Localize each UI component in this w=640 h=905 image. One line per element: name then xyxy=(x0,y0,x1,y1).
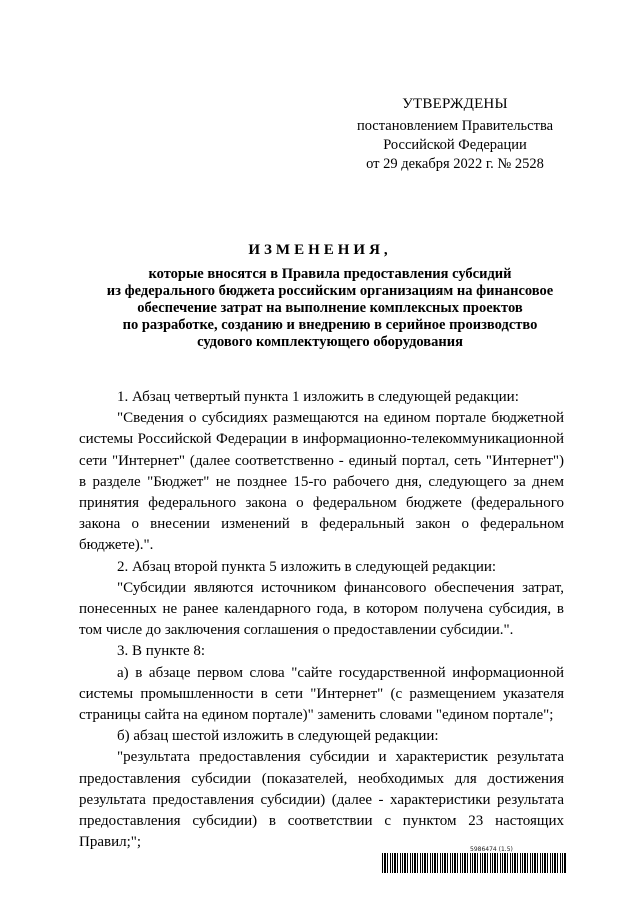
paragraph: "результата предоставления субсидии и характеристик результата предоставления субсидии (показателей, необходимых для достижения результата предоставления субсидии) (далее - характеристики результата предоставления субсидии) в соответствии с пунктом 23 настоящих Правил;"; xyxy=(79,749,564,851)
subtitle-line: по разработке, созданию и внедрению в серийное производство xyxy=(122,317,538,333)
paragraph: 3. В пункте 8: xyxy=(117,643,206,660)
document-body xyxy=(79,387,564,853)
paragraph: "Субсидии являются источником финансового обеспечения затрат, понесенных не ранее календарного года, в котором получена субсидия, в том числе до заключения соглашения о предоставлении субсидии.". xyxy=(79,579,564,639)
subtitle-line: обеспечение затрат на выполнение комплексных проектов xyxy=(137,300,523,316)
document-subtitle xyxy=(60,266,600,351)
paragraph: "Сведения о субсидиях размещаются на едином портале бюджетной системы Российской Федерации в информационно-телекоммуникационной сети "Интернет" (далее соответственно - единый портал, сеть "Интернет") в разделе "Бюджет" не позднее 15-го рабочего дня, следующего за днем принятия федерального закона о федеральном бюджете (федерального закона о внесении изменений в федеральный закон о федеральном бюджете).". xyxy=(79,410,564,554)
paragraph: а) в абзаце первом слова "сайте государственной информационной системы промышленности в сети "Интернет" (с размещением указателя страницы сайта на едином портале)" заменить словами "едином портале"; xyxy=(79,664,564,724)
subtitle-line: которые вносятся в Правила предоставления субсидий xyxy=(148,266,512,282)
paragraph: б) абзац шестой изложить в следующей редакции: xyxy=(117,728,439,745)
document-title: ИЗМЕНЕНИЯ, xyxy=(248,242,392,258)
approval-line-2: Российской Федерации xyxy=(383,137,527,153)
paragraph: 1. Абзац четвертый пункта 1 изложить в следующей редакции: xyxy=(117,389,519,405)
approval-heading: УТВЕРЖДЕНЫ xyxy=(402,96,508,112)
approval-line-1: постановлением Правительства xyxy=(356,118,554,134)
approval-line-3: от 29 декабря 2022 г. № 2528 xyxy=(366,156,544,172)
paragraph: 2. Абзац второй пункта 5 изложить в следующей редакции: xyxy=(117,558,497,575)
subtitle-line: судового комплектующего оборудования xyxy=(197,334,463,350)
approval-block xyxy=(330,95,580,174)
subtitle-line: из федерального бюджета российским организациям на финансовое xyxy=(106,283,554,299)
barcode xyxy=(382,853,566,873)
barcode-caption: 5986474 (1.5) xyxy=(470,846,513,853)
